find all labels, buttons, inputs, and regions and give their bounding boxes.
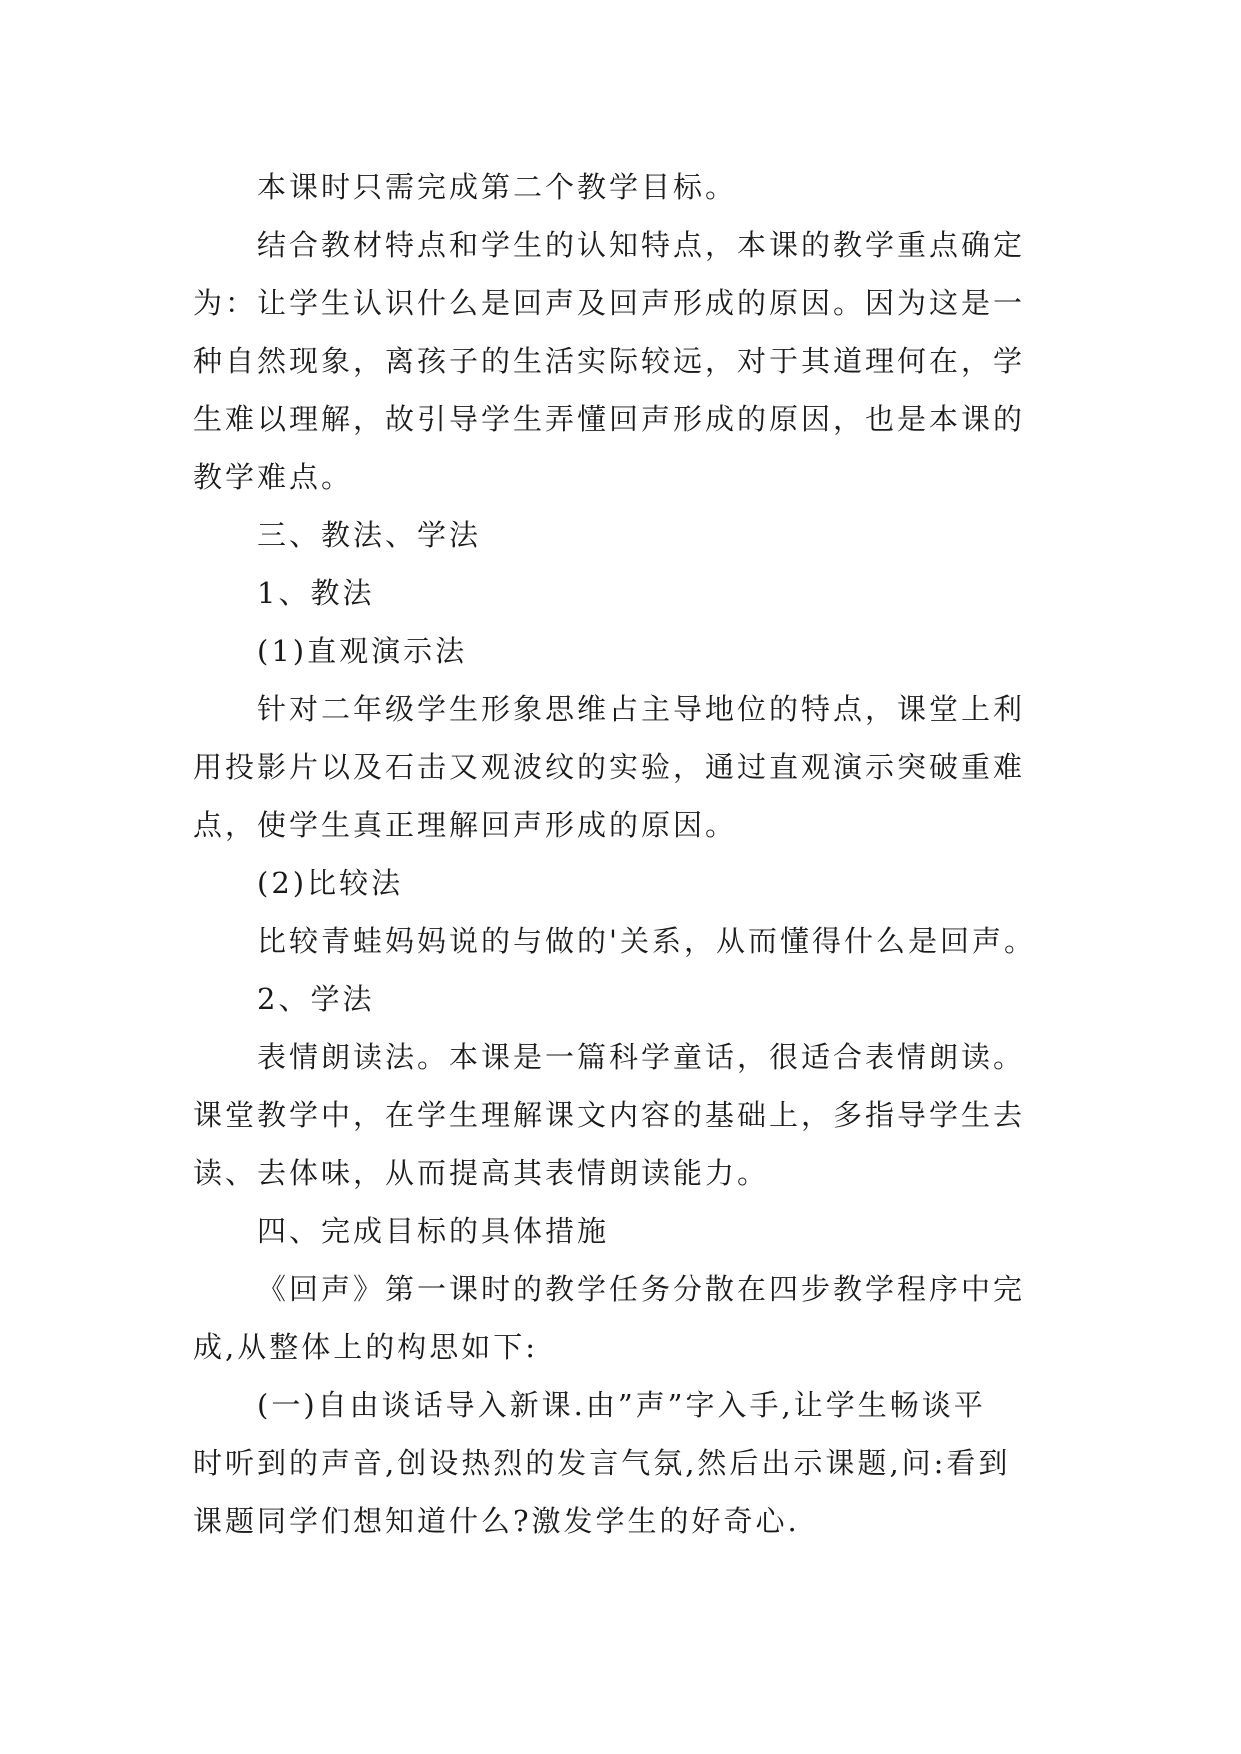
text-line: 教学难点。 [193,460,354,494]
section-heading: 四、完成目标的具体措施 [257,1214,610,1248]
text-line: 结合教材特点和学生的认知特点，本课的教学重点确定 [257,228,1026,262]
text-line: 生难以理解，故引导学生弄懂回声形成的原因，也是本课的 [193,402,1026,436]
text-line: 课堂教学中，在学生理解课文内容的基础上，多指导学生去 [193,1098,1026,1132]
text-line: 时听到的声音,创设热烈的发言气氛,然后出示课题,问:看到 [193,1446,1011,1480]
subsection-heading: 1、教法 [257,576,375,610]
text-line: 比较青蛙妈妈说的与做的'关系，从而懂得什么是回声。 [257,924,1036,958]
subsection-heading: (1)直观演示法 [257,634,468,668]
text-line: 成,从整体上的构思如下: [193,1330,538,1364]
text-line: 点，使学生真正理解回声形成的原因。 [193,808,738,842]
subsection-heading: 2、学法 [257,982,375,1016]
text-line: (一)自由谈话导入新课.由”声”字入手,让学生畅谈平 [257,1388,986,1422]
text-line: 种自然现象，离孩子的生活实际较远，对于其道理何在，学 [193,344,1026,378]
text-line: 表情朗读法。本课是一篇科学童话，很适合表情朗读。 [257,1040,1026,1074]
text-line: 为：让学生认识什么是回声及回声形成的原因。因为这是一 [193,286,1026,320]
text-line: 针对二年级学生形象思维占主导地位的特点，课堂上利 [257,692,1026,726]
text-line: 本课时只需完成第二个教学目标。 [257,170,738,204]
subsection-heading: (2)比较法 [257,866,404,900]
section-heading: 三、教法、学法 [257,518,482,552]
document-body [193,158,1053,1550]
text-line: 读、去体味，从而提高其表情朗读能力。 [193,1156,770,1190]
text-line: 课题同学们想知道什么?激发学生的好奇心. [193,1504,800,1538]
text-line: 《回声》第一课时的教学任务分散在四步教学程序中完 [257,1272,1026,1306]
text-line: 用投影片以及石击又观波纹的实验，通过直观演示突破重难 [193,750,1026,784]
